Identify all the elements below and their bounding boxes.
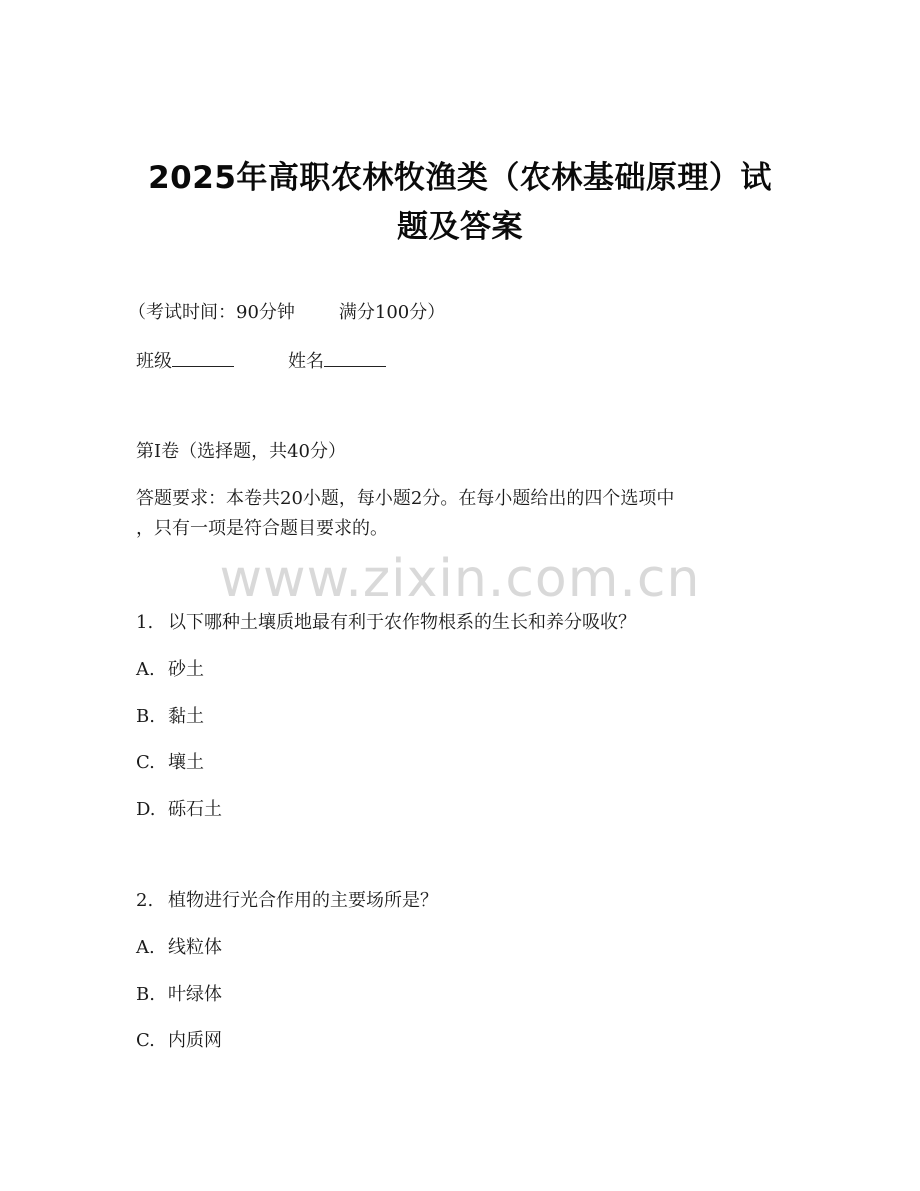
name-label: 姓名 bbox=[288, 351, 324, 372]
class-blank[interactable] bbox=[172, 348, 234, 367]
document-title-line-1: 2025年高职农林牧渔类（农林基础原理）试 bbox=[148, 160, 772, 196]
exam-info bbox=[128, 300, 445, 326]
option-2c[interactable] bbox=[136, 1028, 222, 1054]
option-label: B. bbox=[136, 706, 155, 727]
option-1b[interactable] bbox=[136, 704, 204, 730]
option-label: B. bbox=[136, 984, 155, 1005]
name-blank[interactable] bbox=[324, 348, 386, 367]
question-number: 1. bbox=[136, 612, 154, 633]
option-text: 砂土 bbox=[168, 659, 204, 680]
question-2 bbox=[136, 888, 438, 914]
full-score: 满分100分） bbox=[338, 302, 446, 323]
option-text: 叶绿体 bbox=[168, 984, 222, 1005]
option-label: D. bbox=[136, 799, 156, 820]
question-1 bbox=[136, 610, 636, 636]
option-1a[interactable] bbox=[136, 657, 204, 683]
option-label: A. bbox=[136, 937, 155, 958]
question-number: 2. bbox=[136, 890, 154, 911]
option-label: A. bbox=[136, 659, 155, 680]
option-text: 砾石土 bbox=[168, 799, 222, 820]
option-1d[interactable] bbox=[136, 797, 222, 823]
option-label: C. bbox=[136, 1030, 155, 1051]
option-text: 线粒体 bbox=[168, 937, 222, 958]
option-text: 内质网 bbox=[168, 1030, 222, 1051]
option-label: C. bbox=[136, 752, 155, 773]
student-fields bbox=[136, 348, 386, 375]
option-2b[interactable] bbox=[136, 982, 222, 1008]
section-title: 第I卷（选择题，共40分） bbox=[136, 441, 347, 462]
question-text: 以下哪种土壤质地最有利于农作物根系的生长和养分吸收？ bbox=[168, 612, 636, 633]
instructions-line-1: 答题要求：本卷共20小题，每小题2分。在每小题给出的四个选项中 bbox=[136, 488, 675, 509]
watermark: www.zixin.com.cn bbox=[219, 549, 701, 609]
question-text: 植物进行光合作用的主要场所是？ bbox=[168, 890, 438, 911]
exam-time: （考试时间：90分钟 bbox=[128, 302, 295, 323]
instructions-line-2: ，只有一项是符合题目要求的。 bbox=[136, 518, 388, 539]
option-text: 壤土 bbox=[168, 752, 204, 773]
option-text: 黏土 bbox=[168, 706, 204, 727]
option-1c[interactable] bbox=[136, 750, 204, 776]
document-title-line-2: 题及答案 bbox=[397, 209, 523, 245]
option-2a[interactable] bbox=[136, 935, 222, 961]
class-label: 班级 bbox=[136, 351, 172, 372]
